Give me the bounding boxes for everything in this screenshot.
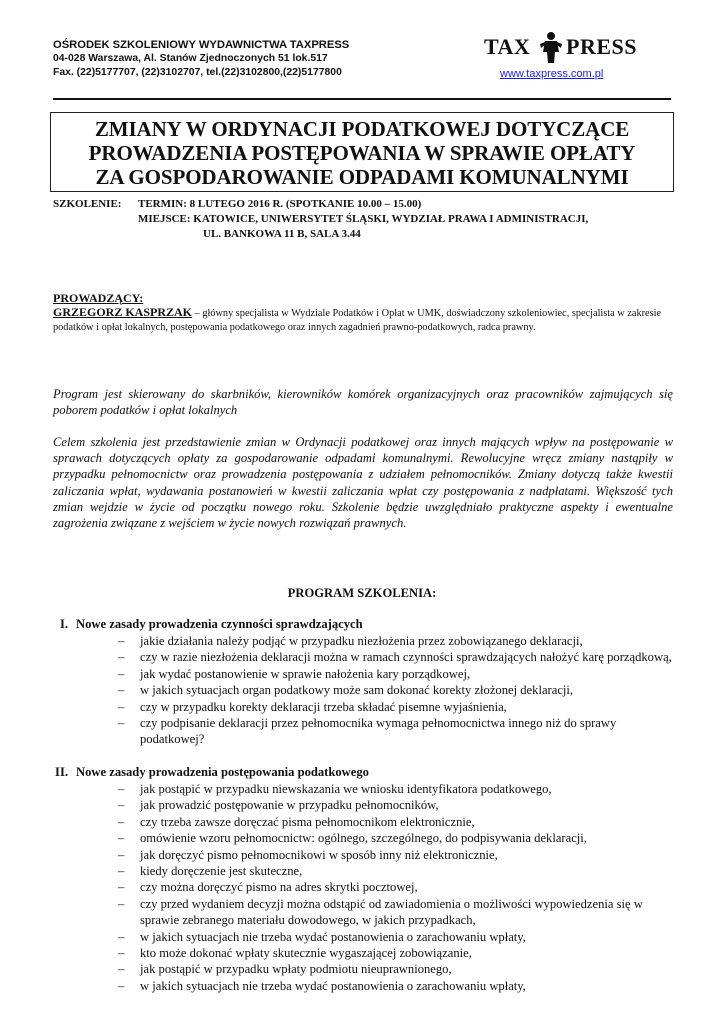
training-place-line-2: UL. BANKOWA 11 B, SALA 3.44 [203,228,361,240]
lecturer-bio: – główny specjalista w Wydziale Podatków i Opłat w UMK, doświadczony szkoleniowiec, specjalista w zakresie podatków i opłat lokalnych, postępowania podatkowego oraz innych zagadnień prawno-podatkowych, radca prawny. [53,308,662,333]
list-item: – omówienie wzoru pełnomocnictw: ogólnego, szczególnego, do podpisywania deklaracji, [118,831,587,846]
dash-bullet: – [118,962,125,977]
dash-bullet: – [118,634,125,648]
list-item: – kiedy doręczenie jest skuteczne, [118,864,303,879]
organization-contact: Fax. (22)5177707, (22)3102707, tel.(22)3102800,(22)5177800 [53,67,342,78]
list-item: – czy podpisanie deklaracji przez pełnomocnika wymaga pełnomocnictwa innego niż do sprawy podatkowej? [118,716,617,747]
dash-bullet: – [118,782,125,796]
list-item: – jak postąpić w przypadku niewskazania we wniosku identyfikatora podatkowego, [118,782,552,796]
section-1-items [118,633,674,748]
dash-bullet: – [118,683,125,698]
dash-bullet: – [118,716,125,731]
list-item: – kto może dokonać wpłaty skutecznie wygaszającej zobowiązanie, [118,946,472,961]
dash-bullet: – [118,650,125,665]
document-title-box [50,112,674,192]
dash-bullet: – [118,946,125,961]
list-item: – w jakich sytuacjach nie trzeba wydać postanowienia o zarachowaniu wpłaty, [118,978,526,993]
section-2-items [118,781,674,994]
dash-bullet: – [118,929,125,944]
training-term: TERMIN: 8 LUTEGO 2016 R. (SPOTKANIE 10.00 – 15.00) [138,198,422,210]
section-title: Nowe zasady prowadzenia czynności sprawdzających [76,617,363,631]
training-label: SZKOLENIE: [53,198,122,210]
dash-bullet: – [118,798,125,813]
lecturer-name: GRZEGORZ KASPRZAK [53,305,193,319]
logo-word-tax: TAX [484,34,531,59]
section-number: II. [55,765,68,779]
title-line-1: ZMIANY W ORDYNACJI PODATKOWEJ DOTYCZĄCE [94,117,630,141]
lecturer-description [53,305,673,335]
dash-bullet: – [118,699,125,714]
logo-figure-icon [537,30,565,64]
dash-bullet: – [118,864,125,879]
dash-bullet: – [118,880,125,895]
organization-address: 04-028 Warszawa, Al. Stanów Zjednoczonych 51 lok.517 [53,53,328,64]
list-item: – czy trzeba zawsze doręczać pisma pełnomocnikom elektronicznie, [118,814,475,829]
list-item: – jak prowadzić postępowanie w przypadku pełnomocników, [118,798,439,813]
list-item: – czy przed wydaniem decyzji można odstąpić od zawiadomienia o możliwości wypowiedzenia się w sprawie zebranego materiału dowodowego, w jakich przypadkach, [118,896,643,928]
list-item: – jak wydać postanowienie w sprawie nałożenia kary porządkowej, [118,666,471,681]
section-title: Nowe zasady prowadzenia postępowania podatkowego [76,765,369,779]
taxpress-logo [484,30,646,64]
program-section-2 [46,765,369,780]
dash-bullet: – [118,847,125,862]
list-item: – jak postąpić w przypadku wpłaty podmiotu nieuprawnionego, [118,962,452,977]
dash-bullet: – [118,814,125,829]
organization-header [53,38,349,80]
list-item: – w jakich sytuacjach organ podatkowy może sam dokonać korekty złożonej deklaracji, [118,683,574,698]
section-number: I. [59,617,68,631]
organization-name: OŚRODEK SZKOLENIOWY WYDAWNICTWA TAXPRESS [53,39,350,51]
list-item: – czy w przypadku korekty deklaracji trzeba składać pisemne wyjaśnienia, [118,699,507,714]
lecturer-label: PROWADZĄCY: [53,291,144,305]
dash-bullet: – [118,831,125,846]
training-place-line-1: MIEJSCE: KATOWICE, UNIWERSYTET ŚLĄSKI, WYDZIAŁ PRAWA I ADMINISTRACJI, [138,213,589,225]
dash-bullet: – [118,896,125,911]
title-line-3: ZA GOSPODAROWANIE ODPADAMI KOMUNALNYMI [95,165,629,189]
program-title: PROGRAM SZKOLENIA: [287,586,437,600]
program-section-1 [46,617,363,632]
list-item: – czy można doręczyć pismo na adres skrytki pocztowej, [118,880,418,895]
list-item: – w jakich sytuacjach nie trzeba wydać postanowienia o zarachowaniu wpłaty, [118,929,526,944]
dash-bullet: – [118,978,125,993]
training-goal-paragraph: Celem szkolenia jest przedstawienie zmian w Ordynacji podatkowej oraz innych mających wpływ na postępowanie w sprawach dotyczących opłaty za gospodarowanie odpadami komunalnymi. Rewolucyjne wręcz zmiany nastąpiły w przypadku pełnomocnictw oraz prowadzenia postępowania z udziałem pełnomocników. Zmiany dotyczą także kwestii zaliczania wpłat, wydawania postanowień w kwestii zaliczania wpłat czy postępowania z nadpłatami. Większość tych zmian wejdzie w życie od początku nowego roku. Szkolenie będzie uwzględniało praktyczne aspekty i ewentualne zagrożenia związane z wejściem w życie nowych rozwiązań prawnych. [53,435,673,531]
title-line-2: PROWADZENIA POSTĘPOWANIA W SPRAWIE OPŁATY [88,141,636,165]
website-link[interactable]: www.taxpress.com.pl [500,68,604,80]
logo-word-press: PRESS [566,34,637,59]
list-item: – jakie działania należy podjąć w przypadku niezłożenia przez zobowiązanego deklaracji, [118,634,583,648]
list-item: – czy w razie niezłożenia deklaracji można w ramach czynności sprawdzających nałożyć karę porządkową, [118,650,672,665]
header-divider [53,98,671,100]
list-item: – jak doręczyć pismo pełnomocnikowi w sposób inny niż elektronicznie, [118,847,498,862]
dash-bullet: – [118,666,125,681]
target-audience-paragraph: Program jest skierowany do skarbników, kierowników komórek organizacyjnych oraz pracowników zajmujących się poborem podatków i opłat lokalnych [53,387,673,418]
